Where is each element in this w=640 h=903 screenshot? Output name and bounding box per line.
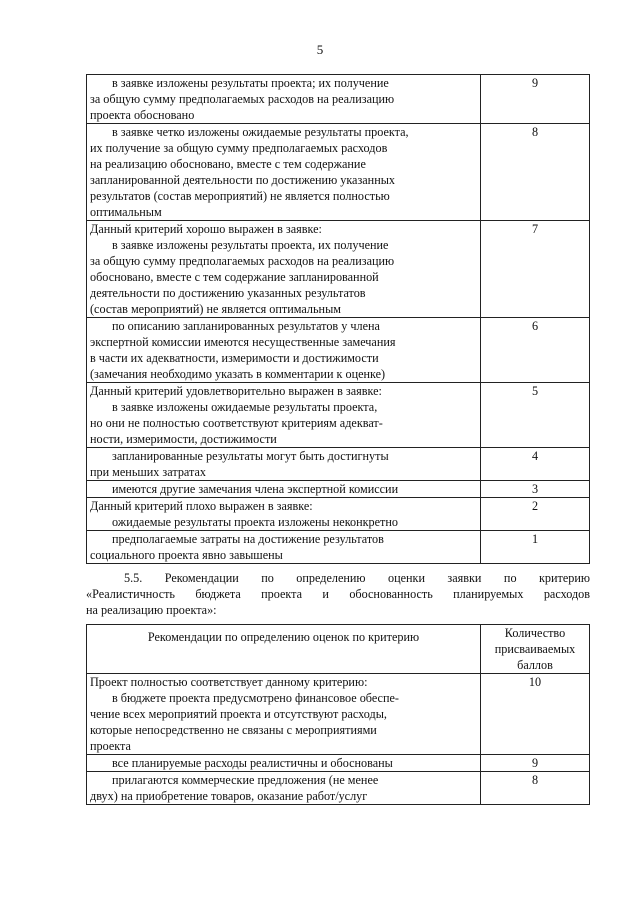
criterion-line: их получение за общую сумму предполагаемых расходов: [90, 141, 388, 155]
criterion-line: прилагаются коммерческие предложения (не менее: [112, 773, 379, 787]
score-cell: 7: [481, 221, 590, 318]
criterion-line: проекта: [90, 739, 131, 753]
table-row: [87, 221, 590, 318]
criterion-line: (состав мероприятий) не является оптимальным: [90, 302, 341, 316]
criterion-line: экспертной комиссии имеются несущественные замечания: [90, 335, 396, 349]
header-score-line: баллов: [517, 658, 553, 672]
criterion-line: в бюджете проекта предусмотрено финансовое обеспе-: [112, 691, 399, 705]
table-row: [87, 755, 590, 772]
criterion-line: за общую сумму предполагаемых расходов на реализацию: [90, 254, 395, 268]
score-cell: 3: [481, 481, 590, 498]
criterion-line: обосновано, вместе с тем содержание запланированной: [90, 270, 379, 284]
criterion-line: Данный критерий плохо выражен в заявке:: [90, 499, 313, 513]
header-score-line: присваиваемых: [494, 642, 576, 656]
table-row: [87, 318, 590, 383]
table-row: [87, 674, 590, 755]
score-cell: 6: [481, 318, 590, 383]
criterion-cell: [87, 383, 481, 448]
criterion-cell: [87, 318, 481, 383]
criterion-line: деятельности по достижению указанных результатов: [90, 286, 366, 300]
table-row: [87, 772, 590, 805]
criterion-line: все планируемые расходы реалистичны и обоснованы: [112, 756, 393, 770]
header-score: [481, 625, 590, 674]
criterion-line: в заявке изложены ожидаемые результаты проекта,: [112, 400, 378, 414]
score-cell: 8: [481, 124, 590, 221]
score-cell: 9: [481, 75, 590, 124]
paragraph-line: на реализацию проекта»:: [86, 603, 217, 617]
criterion-cell: [87, 531, 481, 564]
table-row: [87, 531, 590, 564]
criterion-line: имеются другие замечания члена экспертной комиссии: [112, 482, 399, 496]
score-cell: 1: [481, 531, 590, 564]
table-row: [87, 124, 590, 221]
table-row: [87, 498, 590, 531]
criterion-line: оптимальным: [90, 205, 162, 219]
criterion-line: которые непосредственно не связаны с мероприятиями: [90, 723, 377, 737]
criterion-cell: [87, 498, 481, 531]
criterion-line: предполагаемые затраты на достижение результатов: [112, 532, 384, 546]
table-row: [87, 75, 590, 124]
criterion-line: Данный критерий удовлетворительно выражен в заявке:: [90, 384, 382, 398]
criterion-cell: [87, 674, 481, 755]
criterion-line: (замечания необходимо указать в комментарии к оценке): [90, 367, 386, 381]
criterion-line: проекта обосновано: [90, 108, 195, 122]
criteria-table-budget: [86, 624, 590, 805]
criterion-line: в заявке изложены результаты проекта, их получение: [112, 238, 389, 252]
criterion-line: в заявке четко изложены ожидаемые результаты проекта,: [112, 125, 409, 139]
criterion-line: в части их адекватности, измеримости и достижимости: [90, 351, 379, 365]
criterion-line: ности, измеримости, достижимости: [90, 432, 277, 446]
table-row: [87, 481, 590, 498]
criterion-line: двух) на приобретение товаров, оказание работ/услуг: [90, 789, 368, 803]
score-cell: 9: [481, 755, 590, 772]
criterion-line: по описанию запланированных результатов у члена: [112, 319, 380, 333]
score-cell: 4: [481, 448, 590, 481]
criterion-line: результатов (состав мероприятий) не является полностью: [90, 189, 390, 203]
criterion-line: за общую сумму предполагаемых расходов на реализацию: [90, 92, 395, 106]
criterion-cell: [87, 772, 481, 805]
criterion-line: ожидаемые результаты проекта изложены неконкретно: [112, 515, 398, 529]
score-cell: 5: [481, 383, 590, 448]
criterion-cell: [87, 481, 481, 498]
section-5-5-paragraph: [86, 570, 590, 618]
criterion-cell: [87, 75, 481, 124]
paragraph-line: 5.5. Рекомендации по определению оценки заявки по критерию: [124, 571, 590, 585]
table-header-row: [87, 625, 590, 674]
page-number: 5: [316, 42, 324, 57]
criterion-cell: [87, 124, 481, 221]
criterion-cell: [87, 221, 481, 318]
criterion-line: но они не полностью соответствуют критериям адекват-: [90, 416, 383, 430]
criterion-line: запланированные результаты могут быть достигнуты: [112, 449, 389, 463]
table-row: [87, 383, 590, 448]
criterion-line: социального проекта явно завышены: [90, 548, 283, 562]
header-score-line: Количество: [504, 626, 566, 640]
criterion-line: запланированной деятельности по достижению указанных: [90, 173, 396, 187]
table-row: [87, 448, 590, 481]
criteria-table-results: [86, 74, 590, 564]
criterion-line: на реализацию обосновано, вместе с тем содержание: [90, 157, 366, 171]
criterion-cell: [87, 448, 481, 481]
criterion-cell: [87, 755, 481, 772]
criterion-line: в заявке изложены результаты проекта; их получение: [112, 76, 389, 90]
score-cell: 10: [481, 674, 590, 755]
score-cell: 8: [481, 772, 590, 805]
criterion-line: Данный критерий хорошо выражен в заявке:: [90, 222, 322, 236]
score-cell: 2: [481, 498, 590, 531]
paragraph-line: «Реалистичность бюджета проекта и обоснованность планируемых расходов: [86, 587, 590, 601]
header-criterion: Рекомендации по определению оценок по критерию: [87, 625, 481, 674]
criterion-line: при меньших затратах: [90, 465, 206, 479]
criterion-line: Проект полностью соответствует данному критерию:: [90, 675, 368, 689]
criterion-line: чение всех мероприятий проекта и отсутствуют расходы,: [90, 707, 387, 721]
